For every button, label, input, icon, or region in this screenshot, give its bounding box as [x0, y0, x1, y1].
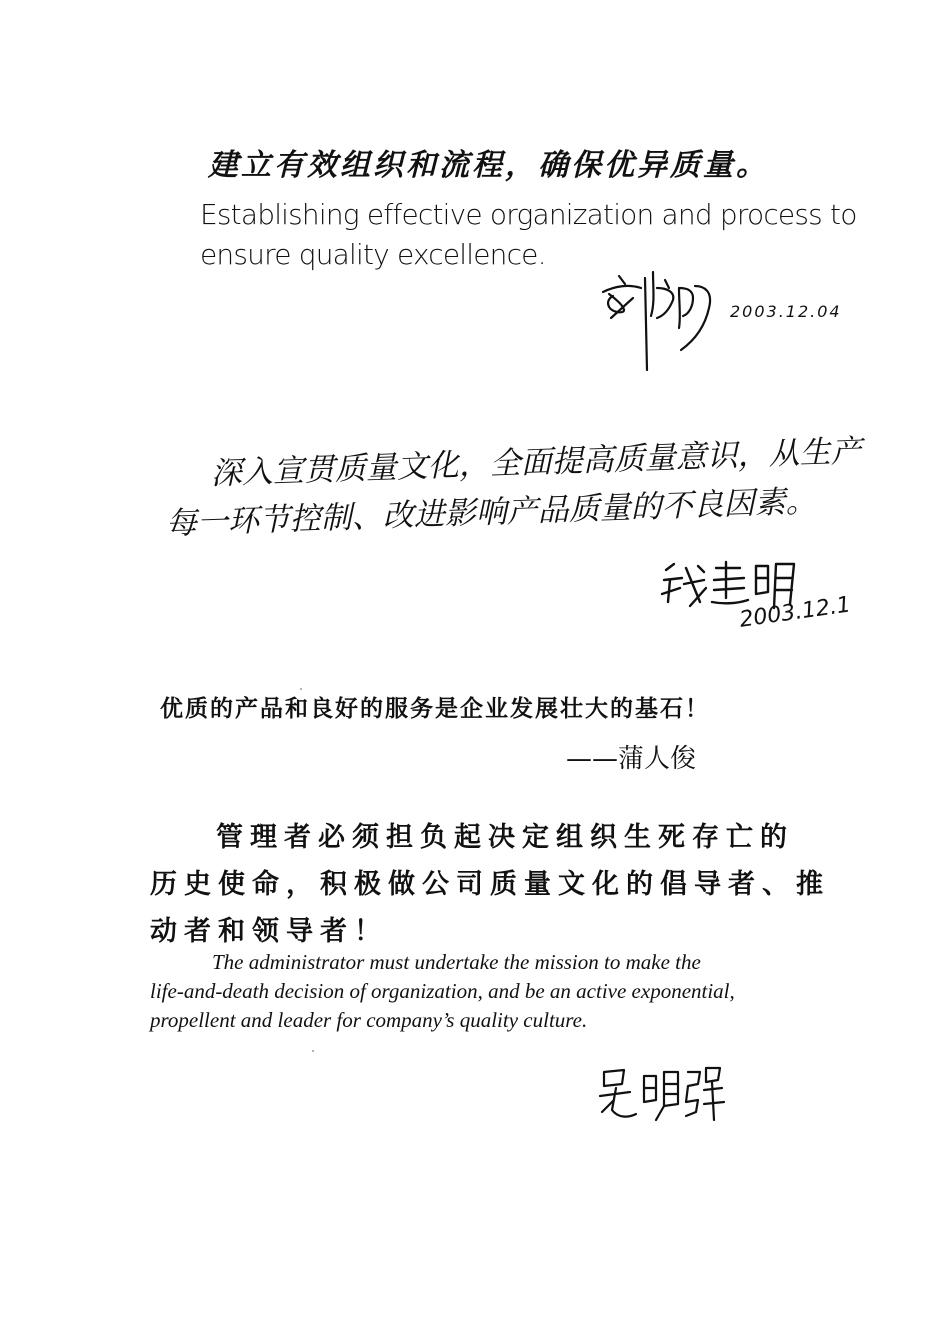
scan-speck [300, 688, 302, 690]
quote-author: ——蒲人俊 [566, 744, 697, 774]
statement-chinese [150, 814, 830, 955]
statement-english [150, 948, 790, 1035]
statement-english-line-2: life-and-death decision of organization, and be an active exponential, [150, 979, 735, 1003]
handwritten-line-1: 深入宣贯质量文化，全面提高质量意识，从生产 [210, 433, 863, 492]
handwritten-line-2: 每一环节控制、改进影响产品质量的不良因素。 [165, 483, 818, 542]
motto-english-1: Establishing effective organization and process to ensure quality excellence. [200, 198, 857, 271]
signature-date-2: 2003.12.1 [738, 592, 853, 633]
statement-chinese-line-2: 历史使命，积极做公司质量文化的倡导者、推 [150, 869, 830, 900]
motto-chinese-1: 建立有效组织和流程，确保优异质量。 [208, 148, 769, 183]
signature-1 [595, 258, 725, 378]
signature-date-1: 2003.12.04 [730, 302, 842, 321]
statement-english-line-1: The administrator must undertake the mission to make the [212, 950, 701, 974]
signature-4 [598, 1062, 728, 1128]
quote-text: 优质的产品和良好的服务是企业发展壮大的基石！ [160, 696, 710, 722]
statement-chinese-line-3: 动者和领导者！ [150, 916, 388, 947]
statement-english-line-3: propellent and leader for company’s quality culture. [150, 1008, 588, 1032]
scan-speck [312, 1050, 314, 1052]
statement-chinese-line-1: 管理者必须担负起决定组织生死存亡的 [216, 822, 794, 853]
